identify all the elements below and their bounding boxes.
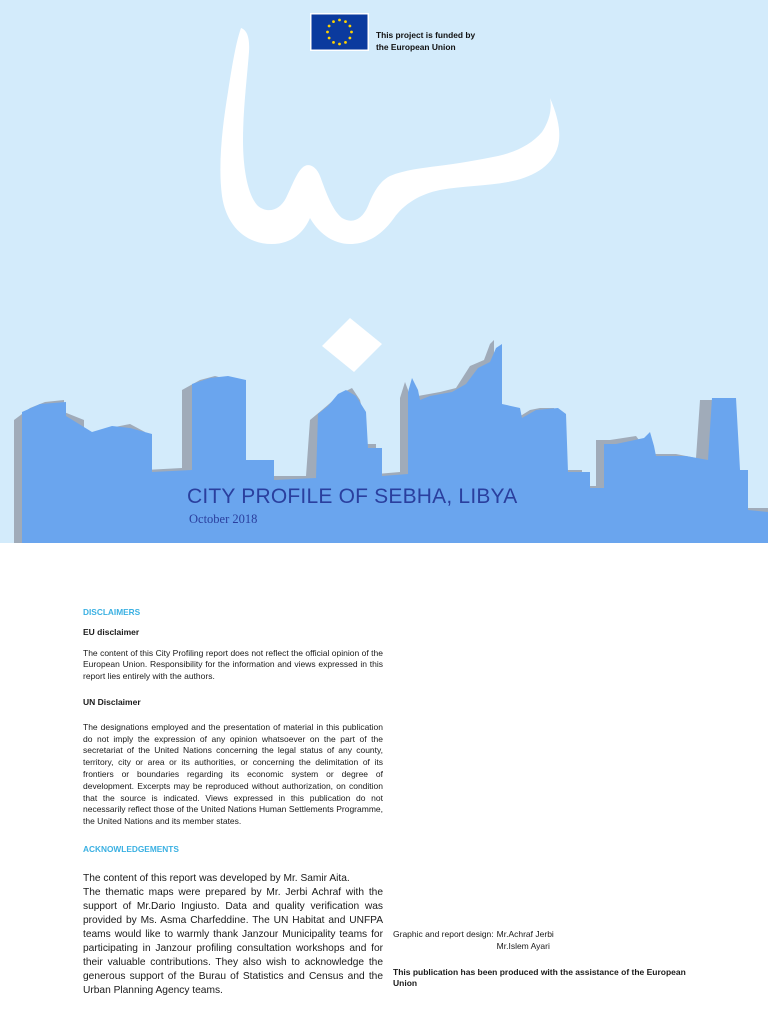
disclaimers-column — [83, 607, 383, 998]
funding-line-1: This project is funded by — [376, 30, 476, 40]
un-disclaimer-title: UN Disclaimer — [83, 696, 141, 707]
un-disclaimer-text: The designations employed and the presentation of material in this publication do not imply the expression of any opinion whatsoever on the part of the secretariat of the United Nations concerning the legal status of any county, territory, city or area or its authorities, or concerning the delimitation of its frontiers or boundaries regarding its economic system or degree of development. Excerpts may be reproduced without authorization, on condition that the source is indicated. Views expressed in this publication do not necessarily reflect those of the United Nations Human Settlements Programme, the United Nations and its member states. — [83, 721, 383, 827]
acknowledgements-heading: ACKNOWLEDGEMENTS — [83, 843, 179, 854]
credits-column — [393, 929, 703, 990]
assistance-note: This publication has been produced with the assistance of the European Union — [393, 966, 686, 989]
eu-disclaimer-title: EU disclaimer — [83, 626, 140, 637]
design-credit-names — [497, 929, 554, 953]
disclaimers-heading: DISCLAIMERS — [83, 607, 141, 617]
ack-line-1: The content of this report was developed by Mr. Samir Aita. — [83, 872, 350, 884]
eu-funding-note — [376, 29, 475, 53]
eu-disclaimer-text: The content of this City Profiling report does not reflect the official opinion of the European Union. Responsibility for the information and views expressed in this report lies entirely with the authors. — [83, 647, 383, 682]
designer-name-2: Mr.Islem Ayari — [496, 940, 550, 951]
ack-paragraph: The thematic maps were prepared by Mr. Jerbi Achraf with the support of Mr.Dario Ingiusto. Data and quality verification was provided by Ms. Asma Charfeddine. The UN Habitat and UNFPA teams would like to warmly thank Janzour Municipality teams for participating in Janzour profiling consultation workshops and for their valuable contributions. They also wish to acknowledge the generous support of the Burau of Statistics and Census and the Urban Planning Agency teams. — [83, 886, 383, 996]
design-credit-label: Graphic and report design: — [393, 929, 494, 939]
designer-name-1: Mr.Achraf Jerbi — [496, 929, 554, 939]
report-title: CITY PROFILE OF SEBHA, LIBYA — [187, 485, 518, 508]
design-credit — [393, 929, 703, 953]
funding-line-2: the European Union — [376, 42, 456, 52]
report-date: October 2018 — [189, 512, 258, 526]
eu-flag-icon — [310, 13, 369, 51]
acknowledgements-text — [83, 872, 383, 998]
